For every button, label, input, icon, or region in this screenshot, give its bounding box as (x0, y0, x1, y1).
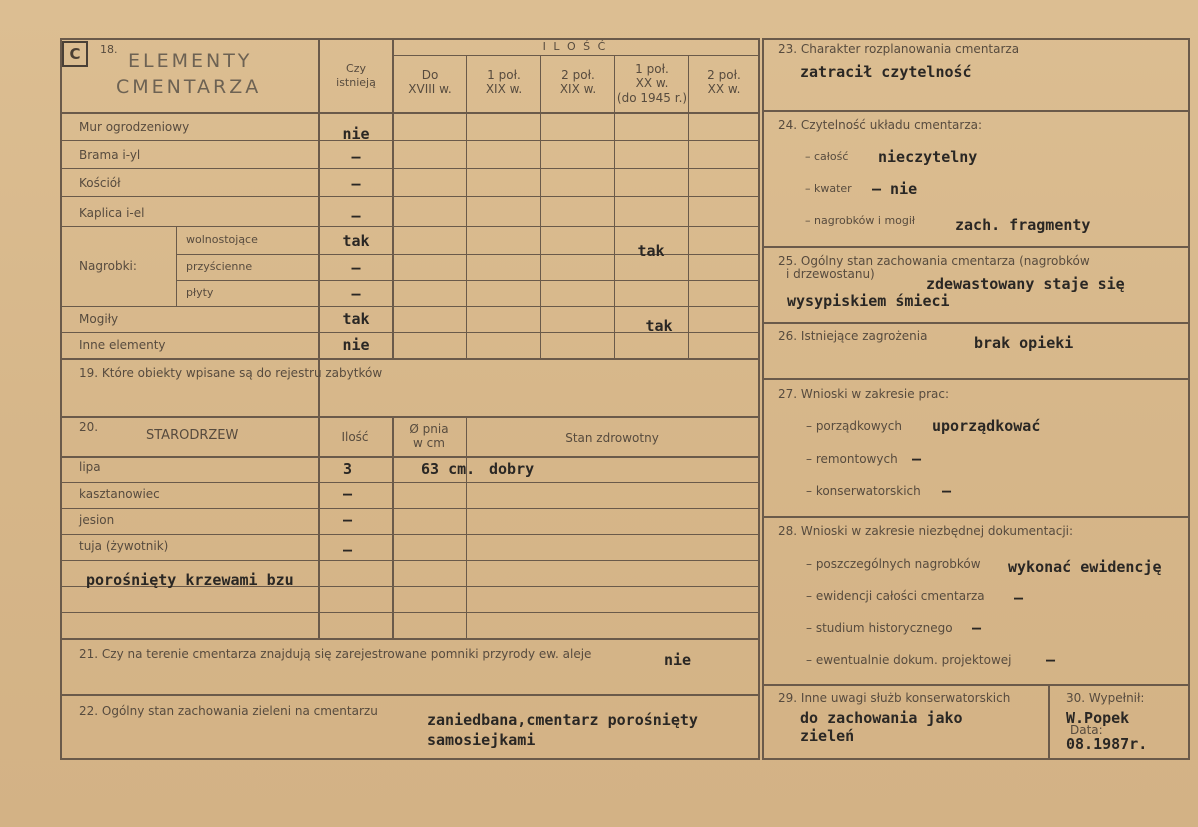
q22-label: 22. Ogólny stan zachowania zieleni na cmentarzu (79, 704, 378, 718)
col-ilosc: Ilość (341, 430, 369, 444)
tree-stan-lipa: dobry (489, 460, 535, 478)
value-inne: nie (342, 336, 370, 354)
value-mur: nie (342, 125, 370, 143)
tree-label-lipa: lipa (79, 460, 101, 474)
period-4-line2: XX w. (635, 76, 669, 90)
row-label-wolnostojace: wolnostojące (186, 233, 258, 246)
q22-value-line2: samosiejkami (427, 731, 536, 749)
q24-kwater-label: – kwater (805, 182, 852, 195)
starodrzew-number: 20. (79, 420, 99, 434)
col-stan: Stan zdrowotny (565, 431, 659, 445)
value-kosciol: – (351, 175, 361, 193)
q24-kwater-value: – nie (872, 180, 918, 198)
q25-label-line1: 25. Ogólny stan zachowania cmentarza (nagrobków (778, 254, 1090, 268)
section-title-line2: CMENTARZA (116, 76, 262, 98)
q24-nagrobkow-label: – nagrobków i mogił (805, 214, 916, 227)
q27-porzadkowych-value: uporządkować (932, 417, 1041, 435)
q29-label: 29. Inne uwagi służb konserwatorskich (778, 691, 1011, 705)
q28-studium-label: – studium historycznego (806, 621, 953, 635)
value-brama: – (351, 148, 361, 166)
q27-konserwatorskich-label: – konserwatorskich (806, 484, 921, 498)
period-5-line1: 2 poł. (707, 68, 741, 82)
q27-remontowych-value: – (912, 450, 922, 468)
period-5-line2: XX w. (707, 82, 741, 96)
period-2-line1: 1 poł. (487, 68, 521, 82)
tree-pnia-lipa: 63 cm. (421, 460, 476, 478)
q29-value-line1: do zachowania jako (800, 709, 963, 727)
q23-label: 23. Charakter rozplanowania cmentarza (778, 42, 1020, 56)
col-pnia-line2: w cm (413, 436, 445, 450)
q30-name: W.Popek (1066, 709, 1130, 727)
tree-label-tuja: tuja (żywotnik) (79, 539, 169, 553)
q23-value: zatracił czytelność (800, 63, 972, 81)
q25-label-line2: i drzewostanu) (786, 267, 875, 281)
tree-ilosc-tuja: – (343, 541, 353, 559)
period-4-line3: (do 1945 r.) (616, 91, 688, 105)
tree-ilosc-jesion: – (343, 511, 353, 529)
value-kaplica: – (351, 207, 361, 225)
q26-label: 26. Istniejące zagrożenia (778, 329, 928, 343)
q22-value-line1: zaniedbana,cmentarz porośnięty (427, 711, 698, 729)
period-1-line1: Do (421, 68, 439, 82)
q24-calosc-label: – całość (805, 150, 849, 163)
q28-poszczegolnych-value: wykonać ewidencję (1008, 558, 1162, 576)
q28-ewentualnie-value: – (1046, 651, 1056, 669)
value-plyty: – (351, 285, 361, 303)
row-label-nagrobki: Nagrobki: (79, 259, 137, 273)
section-title-line1: ELEMENTY (128, 50, 253, 72)
q21-label: 21. Czy na terenie cmentarza znajdują się zarejestrowane pomniki przyrody ew. aleje (79, 647, 592, 661)
q19-label: 19. Które obiekty wpisane są do rejestru zabytków (79, 366, 383, 380)
period-1-line2: XVIII w. (408, 82, 452, 96)
period-3-line2: XIX w. (559, 82, 597, 96)
col-pnia-line1: Ø pnia (409, 422, 449, 436)
q27-porzadkowych-label: – porządkowych (806, 419, 902, 433)
row-label-plyty: płyty (186, 286, 214, 299)
value-wolnostojace: tak (342, 232, 370, 250)
row-label-mogily: Mogiły (79, 312, 119, 326)
ilosc-header: I L O Ś Ć (542, 40, 608, 53)
starodrzew-title: STARODRZEW (146, 428, 239, 443)
tree-label-kasztanowiec: kasztanowiec (79, 487, 160, 501)
q24-label: 24. Czytelność układu cmentarza: (778, 118, 983, 132)
period-4-line1: 1 poł. (635, 62, 669, 76)
q27-label: 27. Wnioski w zakresie prac: (778, 387, 950, 401)
q30-data-label: Data: (1070, 723, 1103, 737)
row-label-kaplica: Kaplica i-el (79, 206, 145, 220)
q29-value-line2: zieleń (800, 727, 855, 745)
q27-konserwatorskich-value: – (942, 482, 952, 500)
value-przyscienne: – (351, 259, 361, 277)
q28-label: 28. Wnioski w zakresie niezbędnej dokumentacji: (778, 524, 1074, 538)
q25-value-line1: zdewastowany staje się (926, 275, 1125, 293)
row-label-brama: Brama i-yl (79, 148, 141, 162)
section-letter-box: C (62, 41, 88, 67)
q28-ewentualnie-label: – ewentualnie dokum. projektowej (806, 653, 1012, 667)
q30-date: 08.1987r. (1066, 735, 1148, 753)
tree-ilosc-kasztanowiec: – (343, 485, 353, 503)
row-label-inne: Inne elementy (79, 338, 166, 352)
value-wolnostojace-period: tak (637, 242, 665, 260)
q25-value-line2: wysypiskiem śmieci (787, 292, 950, 310)
period-2-line2: XIX w. (485, 82, 523, 96)
q28-ewidencji-value: – (1014, 589, 1024, 607)
q24-nagrobkow-value: zach. fragmenty (955, 216, 1091, 234)
value-mogily-period: tak (645, 317, 673, 335)
section-number: 18. (100, 43, 118, 56)
row-label-przyscienne: przyścienne (186, 260, 253, 273)
q28-poszczegolnych-label: – poszczególnych nagrobków (806, 557, 981, 571)
tree-label-jesion: jesion (79, 513, 115, 527)
q28-studium-value: – (972, 619, 982, 637)
q27-remontowych-label: – remontowych (806, 452, 898, 466)
tree-ilosc-lipa: 3 (343, 460, 353, 478)
row-label-mur: Mur ogrodzeniowy (79, 120, 190, 134)
col-czy-line1: Czy (346, 62, 366, 75)
col-czy-line2: istnieją (336, 76, 376, 89)
value-mogily: tak (342, 310, 370, 328)
q21-value: nie (664, 651, 692, 669)
q24-calosc-value: nieczytelny (878, 148, 978, 166)
row-label-kosciol: Kościół (79, 176, 121, 190)
q30-label: 30. Wypełnił: (1066, 691, 1145, 705)
starodrzew-note: porośnięty krzewami bzu (86, 571, 294, 589)
period-3-line1: 2 poł. (561, 68, 595, 82)
q26-value: brak opieki (974, 334, 1074, 352)
q28-ewidencji-label: – ewidencji całości cmentarza (806, 589, 985, 603)
